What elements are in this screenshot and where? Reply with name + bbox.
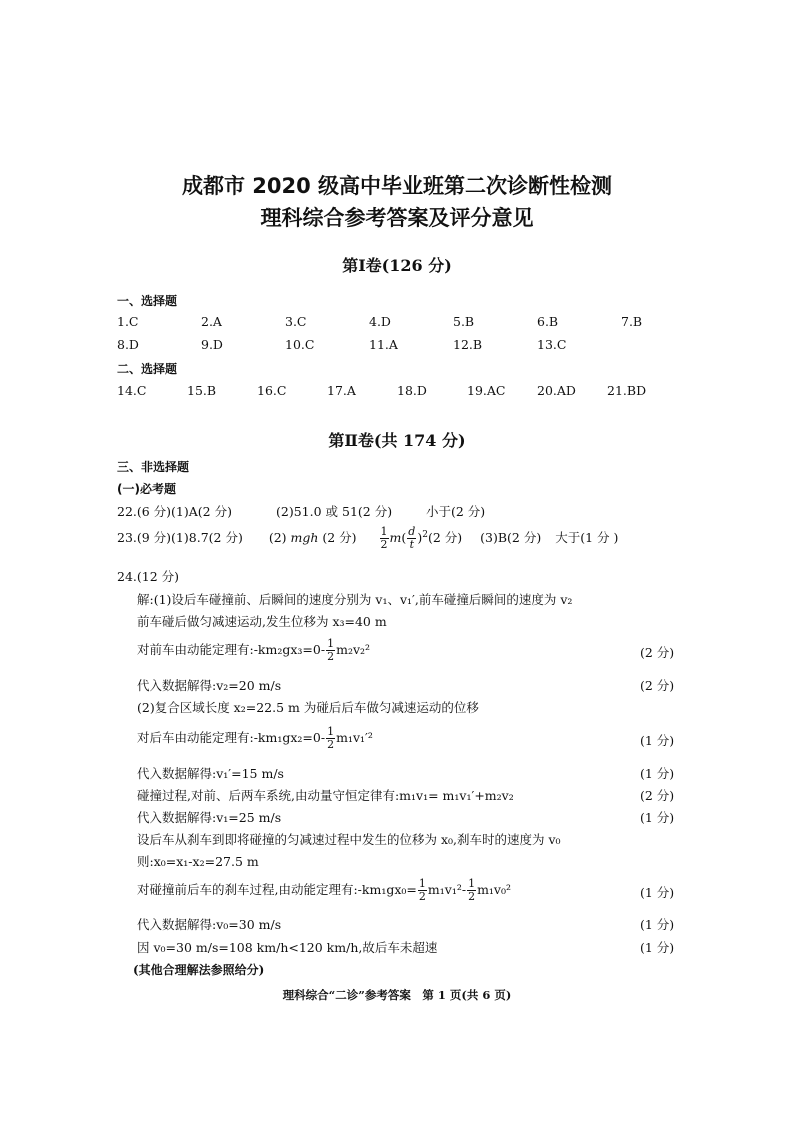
q24-heading: 24.(12 分)	[117, 569, 180, 584]
score-label: (1 分)	[640, 940, 675, 955]
answer-item: 1.C	[117, 314, 139, 329]
answer-item: 5.B	[453, 314, 475, 329]
answer-item: 2.A	[201, 314, 222, 329]
subsection-heading: (一)必考题	[117, 482, 176, 496]
score-label: (2 分)	[640, 678, 675, 693]
answer-item: 13.C	[537, 337, 567, 352]
solution-line: 解:(1)设后车碰撞前、后瞬间的速度分别为 v₁、v₁′,前车碰撞后瞬间的速度为 v₂	[137, 592, 573, 607]
solution-line: 对碰撞前后车的刹车过程,由动能定理有:-km₁gx₀= $\frac{1}{2}$ m₁v₁²- $\frac{1}{2}$ m₁v₀²	[137, 877, 512, 903]
page-footer: 理科综合“二诊”参考答案 第 1 页(共 6 页)	[282, 988, 512, 1002]
section-3-heading: 三、非选择题	[117, 460, 190, 474]
document-title: 成都市 2020 级高中毕业班第二次诊断性检测	[181, 174, 613, 198]
q23-part-1: 23.(9 分)(1)8.7(2 分)	[117, 530, 243, 545]
q23-line	[117, 526, 618, 551]
q23-part-4: (3)B(2 分)	[480, 530, 542, 545]
solution-line: 对前车由动能定理有:-km₂gx₃=0- $\frac{1}{2}$ m₂v₂²	[137, 637, 371, 663]
score-label: (2 分)	[640, 645, 675, 660]
solution-line: 设后车从刹车到即将碰撞的匀减速过程中发生的位移为 x₀,刹车时的速度为 v₀	[137, 832, 561, 847]
answer-item: 3.C	[285, 314, 307, 329]
fraction: $\frac{d}{t}$	[408, 525, 416, 551]
answer-item: 7.B	[621, 314, 643, 329]
q23-formula: $\frac{1}{2}$ m( $\frac{d}{t}$ )$^2$(2 分)	[380, 525, 463, 551]
q23-part-2: (2) mgh (2 分)	[268, 530, 357, 545]
score-label: (1 分)	[640, 766, 675, 781]
volume-1-title: 第Ⅰ卷(126 分)	[342, 256, 452, 275]
answer-item: 12.B	[453, 337, 483, 352]
solution-line: 代入数据解得:v₂=20 m/s	[137, 678, 282, 693]
solution-line: 代入数据解得:v₁′=15 m/s	[137, 766, 284, 781]
document-subtitle: 理科综合参考答案及评分意见	[260, 206, 534, 230]
answer-item: 8.D	[117, 337, 139, 352]
solution-line: 前车碰后做匀减速运动,发生位移为 x₃=40 m	[137, 614, 387, 629]
solution-line: 因 v₀=30 m/s=108 km/h<120 km/h,故后车未超速	[137, 940, 438, 955]
answer-item: 14.C	[117, 383, 147, 398]
answer-item: 21.BD	[607, 383, 647, 398]
fraction: $\frac{1}{2}$	[380, 525, 388, 551]
answer-item: 9.D	[201, 337, 223, 352]
solution-line: 代入数据解得:v₁=25 m/s	[137, 810, 282, 825]
fraction: $\frac{1}{2}$	[327, 637, 335, 663]
score-label: (2 分)	[640, 788, 675, 803]
solution-line: 代入数据解得:v₀=30 m/s	[137, 917, 282, 932]
solution-line: 碰撞过程,对前、后两车系统,由动量守恒定律有:m₁v₁= m₁v₁′+m₂v₂	[137, 788, 514, 803]
answer-item: 19.AC	[467, 383, 506, 398]
q22-part-3: 小于(2 分)	[426, 504, 486, 519]
q22-part-1: 22.(6 分)(1)A(2 分)	[117, 504, 232, 519]
answer-item: 17.A	[327, 383, 356, 398]
score-label: (1 分)	[640, 917, 675, 932]
answer-item: 16.C	[257, 383, 287, 398]
section-1-heading: 一、选择题	[117, 294, 178, 308]
score-label: (1 分)	[640, 885, 675, 900]
score-label: (1 分)	[640, 810, 675, 825]
answer-item: 11.A	[369, 337, 398, 352]
fraction: $\frac{1}{2}$	[418, 877, 426, 903]
score-label: (1 分)	[640, 733, 675, 748]
section-2-heading: 二、选择题	[117, 362, 178, 376]
answer-item: 4.D	[369, 314, 391, 329]
volume-2-title: 第Ⅱ卷(共 174 分)	[328, 431, 466, 450]
fraction: $\frac{1}{2}$	[468, 877, 476, 903]
solution-line: 对后车由动能定理有:-km₁gx₂=0- $\frac{1}{2}$ m₁v₁′²	[137, 725, 373, 751]
answer-item: 15.B	[187, 383, 217, 398]
answer-item: 6.B	[537, 314, 559, 329]
q22-part-2: (2)51.0 或 51(2 分)	[276, 504, 393, 519]
fraction: $\frac{1}{2}$	[327, 725, 335, 751]
answer-item: 10.C	[285, 337, 315, 352]
solution-line: (2)复合区域长度 x₂=22.5 m 为碰后后车做匀减速运动的位移	[137, 700, 479, 715]
answer-item: 18.D	[397, 383, 427, 398]
grading-note: (其他合理解法参照给分)	[133, 963, 265, 977]
answer-item: 20.AD	[537, 383, 576, 398]
q23-part-5: 大于(1 分 )	[555, 530, 619, 545]
solution-line: 则:x₀=x₁-x₂=27.5 m	[137, 854, 259, 869]
